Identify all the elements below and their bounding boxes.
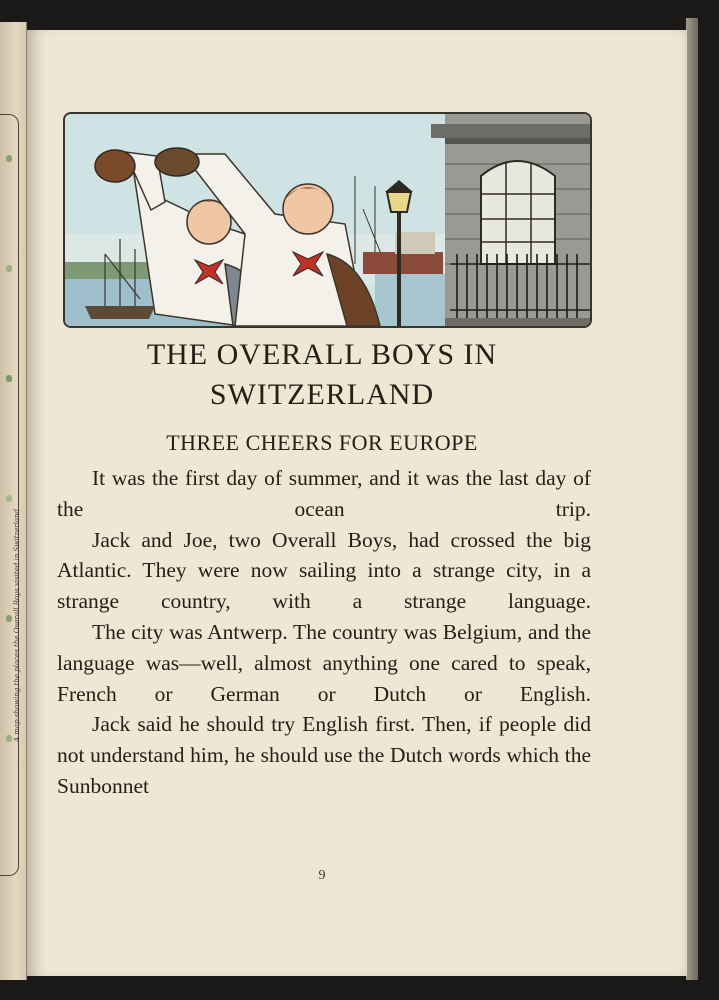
book-cover-edge <box>686 18 698 980</box>
chapter-illustration <box>63 112 592 328</box>
cap-brown <box>95 150 135 182</box>
page-number: 9 <box>318 868 326 883</box>
paragraph: Jack said he should try English first. Then, if people did not understand him, he should use the Dutch words which the Sunbonnet <box>57 712 591 798</box>
map-caption: A map showing the places the Overall Boys visited in Switzerland <box>13 509 21 742</box>
left-facing-page <box>0 22 27 980</box>
map-marker <box>6 155 12 162</box>
map-marker <box>6 375 12 382</box>
map-marker <box>6 495 12 502</box>
map-marker <box>6 265 12 272</box>
map-marker <box>6 615 12 622</box>
illustration-two-boys-waving-caps <box>65 114 590 326</box>
paragraph: Jack and Joe, two Overall Boys, had crossed the big Atlantic. They were now sailing into a strange city, in a strange country, with a strange language. <box>57 527 591 614</box>
body-text <box>57 463 591 802</box>
boat-hull <box>85 306 155 319</box>
map-marker <box>6 735 12 742</box>
chapter-title: THREE CHEERS FOR EUROPE <box>166 430 478 455</box>
map-border <box>0 114 19 876</box>
book-title-line-1: THE OVERALL BOYS IN <box>146 338 498 371</box>
paragraph: The city was Antwerp. The country was Belgium, and the language was—well, almost anything one cared to speak, French or German or Dutch or English. <box>57 619 591 706</box>
stone-building <box>431 114 590 326</box>
cap-brown <box>155 148 199 176</box>
paragraph: It was the first day of summer, and it was the last day of the ocean trip. <box>57 466 591 521</box>
book-page <box>27 30 687 976</box>
book-title-line-2: SWITZERLAND <box>209 378 435 411</box>
